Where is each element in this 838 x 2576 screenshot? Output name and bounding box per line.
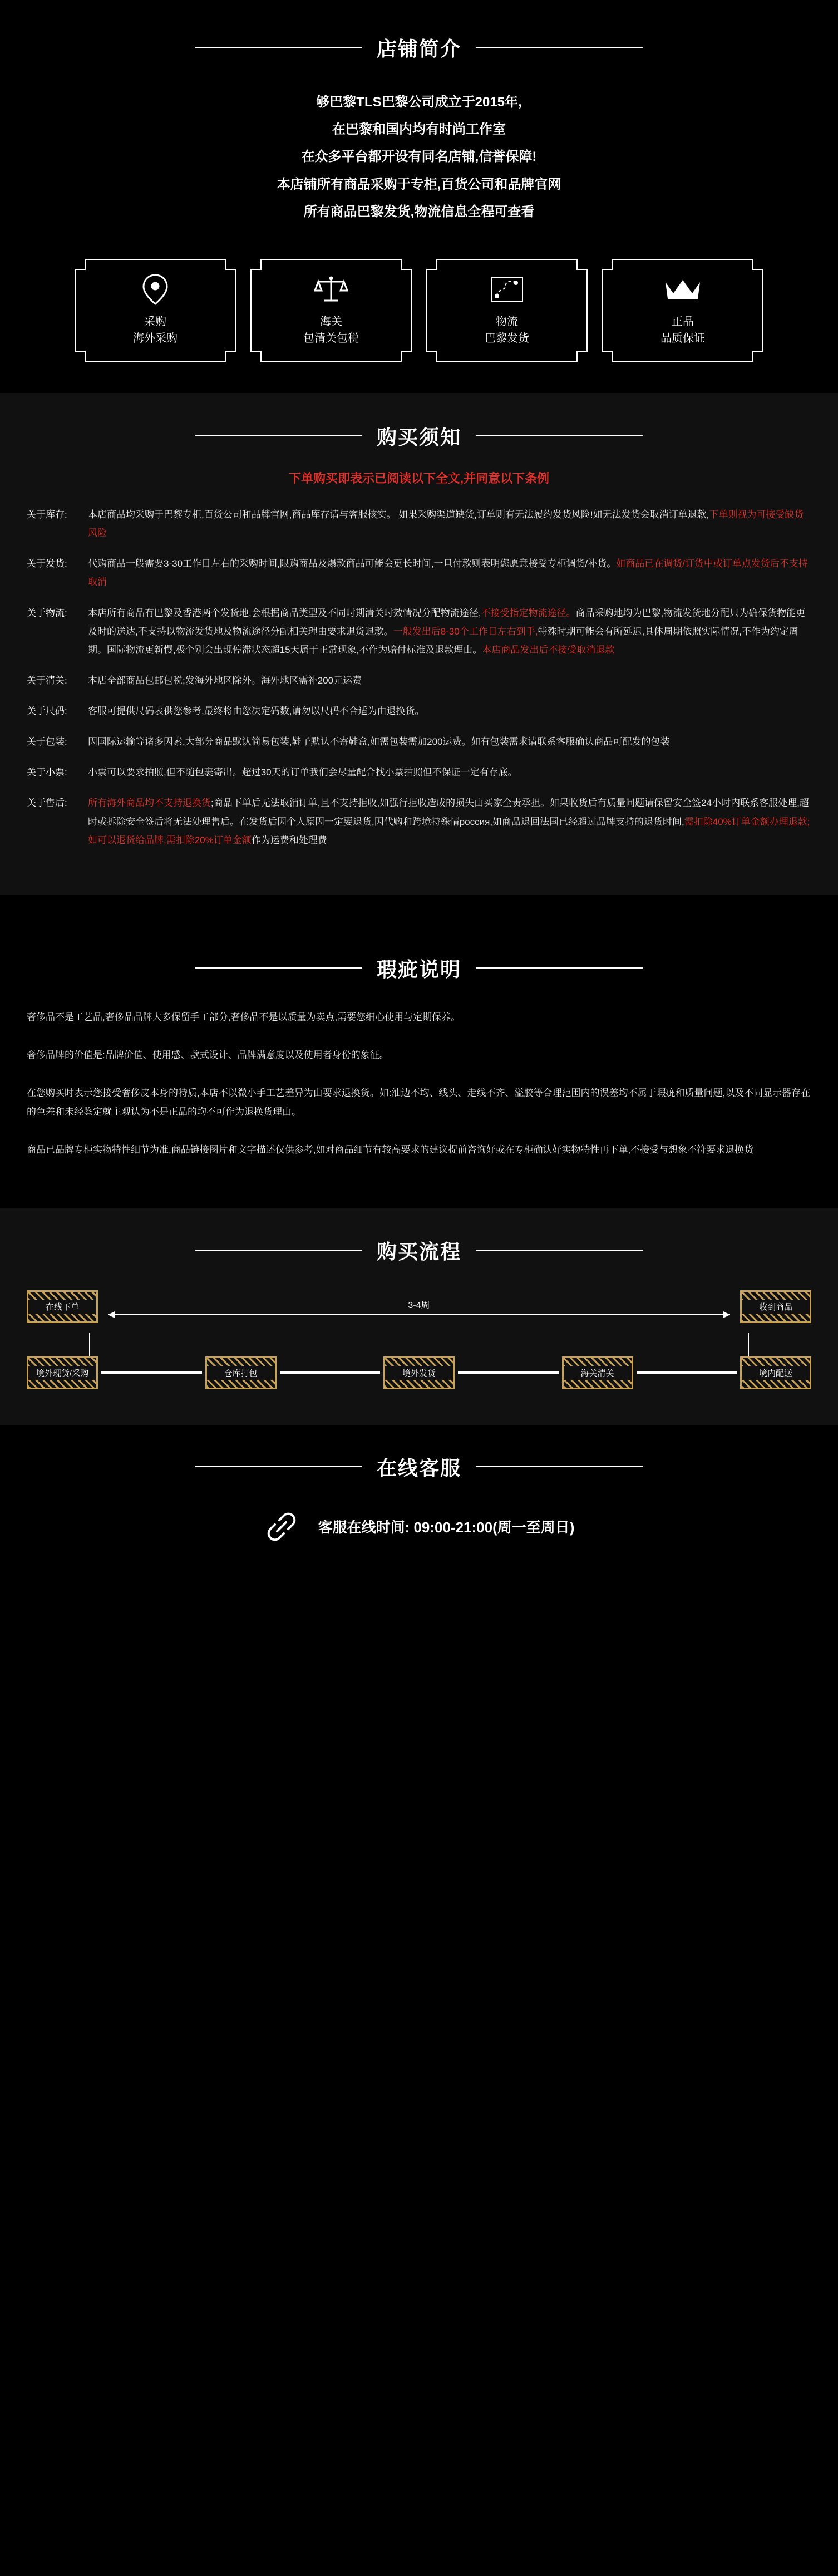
text-part-red: 一般发出后8-30个工作日左右到手, <box>393 626 538 637</box>
notice-row-customs <box>27 671 811 690</box>
badge-authenticity-line2: 品质保证 <box>660 332 705 345</box>
flow-bar-3 <box>458 1371 559 1374</box>
intro-line-2: 在巴黎和国内均有时尚工作室 <box>332 122 506 137</box>
purchase-flow-section <box>0 1208 838 1425</box>
text-part-red: 如商品已在调货/订货中或订单点发货后不支持取消 <box>88 558 808 588</box>
notice-row-aftersales-body <box>88 794 811 849</box>
flaw-title: 瑕疵说明 <box>376 957 461 981</box>
route-map-icon <box>489 273 525 306</box>
intro-title: 店铺简介 <box>376 37 461 60</box>
notice-row-stock-label: 关于库存: <box>27 509 67 520</box>
flow-diagram <box>0 1290 838 1389</box>
notice-row-aftersales-label: 关于售后: <box>27 798 67 809</box>
badge-purchasing-line1: 采购 <box>144 316 166 328</box>
purchase-notice-section <box>0 393 838 895</box>
text-part-red: 需扣除40%订单金额办理退款;如可以退货给品牌,需扣除20%订单金额 <box>88 816 810 845</box>
flow-step-warehouse-packing <box>205 1356 277 1389</box>
service-hours-row <box>0 1509 838 1545</box>
heading-rule-right <box>476 47 643 48</box>
badge-customs <box>250 259 412 362</box>
heading-rule-left <box>195 47 362 48</box>
notice-rows <box>0 505 838 849</box>
flow-step-order-online-label: 在线下单 <box>28 1300 96 1314</box>
flaw-paragraph-2: 奢侈品牌的价值是:品牌价值、使用感、款式设计、品牌满意度以及使用者身份的象征。 <box>27 1049 389 1060</box>
flow-step-domestic-delivery <box>740 1356 811 1389</box>
notice-row-packaging-label: 关于包装: <box>27 736 67 748</box>
service-hours-text: 客服在线时间: 09:00-21:00(周一至周日) <box>318 1519 575 1536</box>
flaw-rule-right <box>476 967 643 969</box>
text-part: ;商品下单后无法取消订单,且不支持拒收,如强行拒收造成的损失由买家全责承担。如果收货后有质量问题请保留安全签24小时内联系客服处理,超时或拆除安全签后将无法处理售后。在发货后因个人原因一定要退货,因代购和跨境特殊情россия,如商品退回法国已经超过品牌支持的退货时间, <box>88 798 809 827</box>
flaw-heading <box>0 954 838 982</box>
notice-row-receipt-body: 小票可以要求拍照,但不随包裹寄出。超过30天的订单我们会尽量配合找小票拍照但不保证一定有存底。 <box>88 767 517 778</box>
flow-bottom-row <box>27 1356 811 1389</box>
flow-duration-label: 3-4周 <box>408 1300 430 1310</box>
notice-row-aftersales <box>27 794 811 849</box>
flaw-paragraph-3: 在您购买时表示您接受奢侈皮本身的特质,本店不以微小手工艺差异为由要求退换货。如:油边不均、线头、走线不齐、溢胶等合理范围内的误差均不属于瑕疵和质量问题,以及不同显示器存在的色差和未经鉴定就主观认为不是正品的均不可作为退换货理由。 <box>27 1087 811 1117</box>
badge-logistics-text <box>485 313 529 347</box>
flow-step-sourcing-label: 境外现货/采购 <box>28 1366 96 1380</box>
flow-rule-right <box>476 1250 643 1251</box>
notice-rule-left <box>195 435 362 436</box>
badge-logistics <box>426 259 588 362</box>
flow-bar-1 <box>101 1371 202 1374</box>
text-part-red: 不接受指定物流途径。 <box>481 607 576 618</box>
text-part: 本店所有商品有巴黎及香港两个发货地,会根据商品类型及不同时期清关时效情况分配物流途径, <box>88 607 481 618</box>
notice-row-packaging-body: 因国际运输等诸多因素,大部分商品默认简易包装,鞋子默认不寄鞋盒,如需包装需加200运费。如有包装需求请联系客服确认商品可配发的包装 <box>88 736 670 748</box>
flow-step-receive-goods-label: 收到商品 <box>742 1300 810 1314</box>
notice-row-stock <box>27 505 811 542</box>
flow-connector-right <box>748 1333 749 1356</box>
service-rule-right <box>476 1466 643 1467</box>
service-title: 在线客服 <box>376 1456 461 1479</box>
flow-connector-left <box>89 1333 90 1356</box>
badge-customs-text <box>303 313 359 347</box>
badge-logistics-line2: 巴黎发货 <box>485 332 529 345</box>
badge-purchasing-line2: 海外采购 <box>133 332 178 345</box>
crown-icon <box>663 273 702 306</box>
notice-row-customs-body: 本店全部商品包邮包税;发海外地区除外。海外地区需补200元运费 <box>88 675 362 686</box>
notice-row-shipping-label: 关于发货: <box>27 558 67 569</box>
intro-heading <box>0 33 838 62</box>
flow-title: 购买流程 <box>376 1240 461 1263</box>
double-arrow-icon <box>108 1314 730 1315</box>
flaw-rule-left <box>195 967 362 969</box>
flow-step-overseas-dispatch <box>383 1356 455 1389</box>
notice-row-size-label: 关于尺码: <box>27 706 67 717</box>
flow-step-receive-goods <box>740 1290 811 1323</box>
flaw-paragraph-1: 奢侈品不是工艺品,奢侈品品牌大多保留手工部分,奢侈品不是以质量为卖点,需要您细心使用与定期保养。 <box>27 1011 461 1022</box>
intro-line-1: 够巴黎TLS巴黎公司成立于2015年, <box>316 95 522 110</box>
service-rule-left <box>195 1466 362 1467</box>
badge-logistics-line1: 物流 <box>496 316 518 328</box>
notice-row-receipt <box>27 763 811 781</box>
notice-row-receipt-label: 关于小票: <box>27 767 67 778</box>
badge-purchasing <box>75 259 236 362</box>
flow-bar-4 <box>637 1371 737 1374</box>
link-chain-icon[interactable] <box>264 1509 299 1545</box>
notice-row-logistics-body <box>88 604 811 659</box>
badge-authenticity-text <box>660 313 705 347</box>
scales-icon <box>314 273 348 306</box>
flow-duration-arrow <box>108 1298 730 1315</box>
flow-connectors <box>27 1333 811 1356</box>
text-part: 商品采购地均为巴黎,物流发货地分配只为确保货物能更及时的送达,不支持以物流发货地及物流途径分配相关理由要求退货退款。 <box>88 607 806 637</box>
flow-heading <box>0 1236 838 1265</box>
flow-bar-2 <box>280 1371 381 1374</box>
badge-customs-line2: 包清关包税 <box>303 332 359 345</box>
notice-row-stock-body <box>88 505 811 542</box>
notice-row-logistics-label: 关于物流: <box>27 607 67 618</box>
flow-step-domestic-delivery-label: 境内配送 <box>742 1366 810 1380</box>
intro-line-5: 所有商品巴黎发货,物流信息全程可查看 <box>303 204 535 219</box>
flaw-statement-section <box>0 925 838 1208</box>
badge-purchasing-text <box>133 313 178 347</box>
flow-step-warehouse-packing-label: 仓库打包 <box>207 1366 275 1380</box>
notice-heading <box>0 422 838 450</box>
notice-warning: 下单购买即表示已阅读以下全文,并同意以下条例 <box>288 471 550 485</box>
flow-step-customs-clearance <box>562 1356 633 1389</box>
flow-top-row <box>27 1290 811 1323</box>
notice-row-logistics <box>27 604 811 659</box>
flow-step-order-online <box>27 1290 98 1323</box>
text-part-red: 本店商品发出后不接受取消退款 <box>482 644 615 655</box>
location-pin-icon <box>141 273 169 306</box>
badge-authenticity <box>602 259 763 362</box>
notice-row-size-body: 客服可提供尺码表供您参考,最终将由您决定码数,请勿以尺码不合适为由退换货。 <box>88 706 425 717</box>
notice-row-shipping-body <box>88 554 811 591</box>
notice-rule-right <box>476 435 643 436</box>
flow-step-sourcing <box>27 1356 98 1389</box>
text-part: 本店商品均采购于巴黎专柜,百货公司和品牌官网,商品库存请与客服核实。 如果采购渠道缺货,订单则有无法履约发货风险!如无法发货会取消订单退款, <box>88 509 709 520</box>
flow-rule-left <box>195 1250 362 1251</box>
notice-row-size <box>27 702 811 720</box>
notice-row-packaging <box>27 733 811 751</box>
intro-text <box>0 89 838 225</box>
feature-badges <box>0 259 838 362</box>
flaw-paragraph-4: 商品已品牌专柜实物特性细节为准,商品链接图片和文字描述仅供参考,如对商品细节有较高要求的建议提前咨询好或在专柜确认好实物特性再下单,不接受与想象不符要求退换货 <box>27 1144 754 1155</box>
badge-customs-line1: 海关 <box>320 316 342 328</box>
store-intro-section <box>0 0 838 362</box>
online-service-section <box>0 1425 838 1584</box>
text-part: 代购商品一般需要3-30工作日左右的采购时间,限购商品及爆款商品可能会更长时间,一旦付款则表明您愿意接受专柜调货/补货。 <box>88 558 617 569</box>
intro-line-4: 本店铺所有商品采购于专柜,百货公司和品牌官网 <box>277 176 561 192</box>
notice-row-shipping <box>27 554 811 591</box>
intro-line-3: 在众多平台都开设有同名店铺,信誉保障! <box>301 149 537 165</box>
notice-row-customs-label: 关于清关: <box>27 675 67 686</box>
badge-authenticity-line1: 正品 <box>672 316 694 328</box>
text-part: 特殊时期可能会有所延迟,具体周期依照实际情况,不作为约定周期。国际物流更新慢,极个别会出现停滞状态超15天属于正常现象,不作为赔付标准及退款理由。 <box>88 626 798 655</box>
service-heading <box>0 1453 838 1481</box>
flow-step-customs-clearance-label: 海关清关 <box>564 1366 632 1380</box>
text-part: 作为运费和处理费 <box>251 834 327 845</box>
text-part-red: 所有海外商品均不支持退换货 <box>88 798 211 809</box>
text-part-red: 下单则视为可接受缺货风险 <box>88 509 804 539</box>
flow-step-overseas-dispatch-label: 境外发货 <box>385 1366 453 1380</box>
notice-title: 购买须知 <box>376 425 461 449</box>
